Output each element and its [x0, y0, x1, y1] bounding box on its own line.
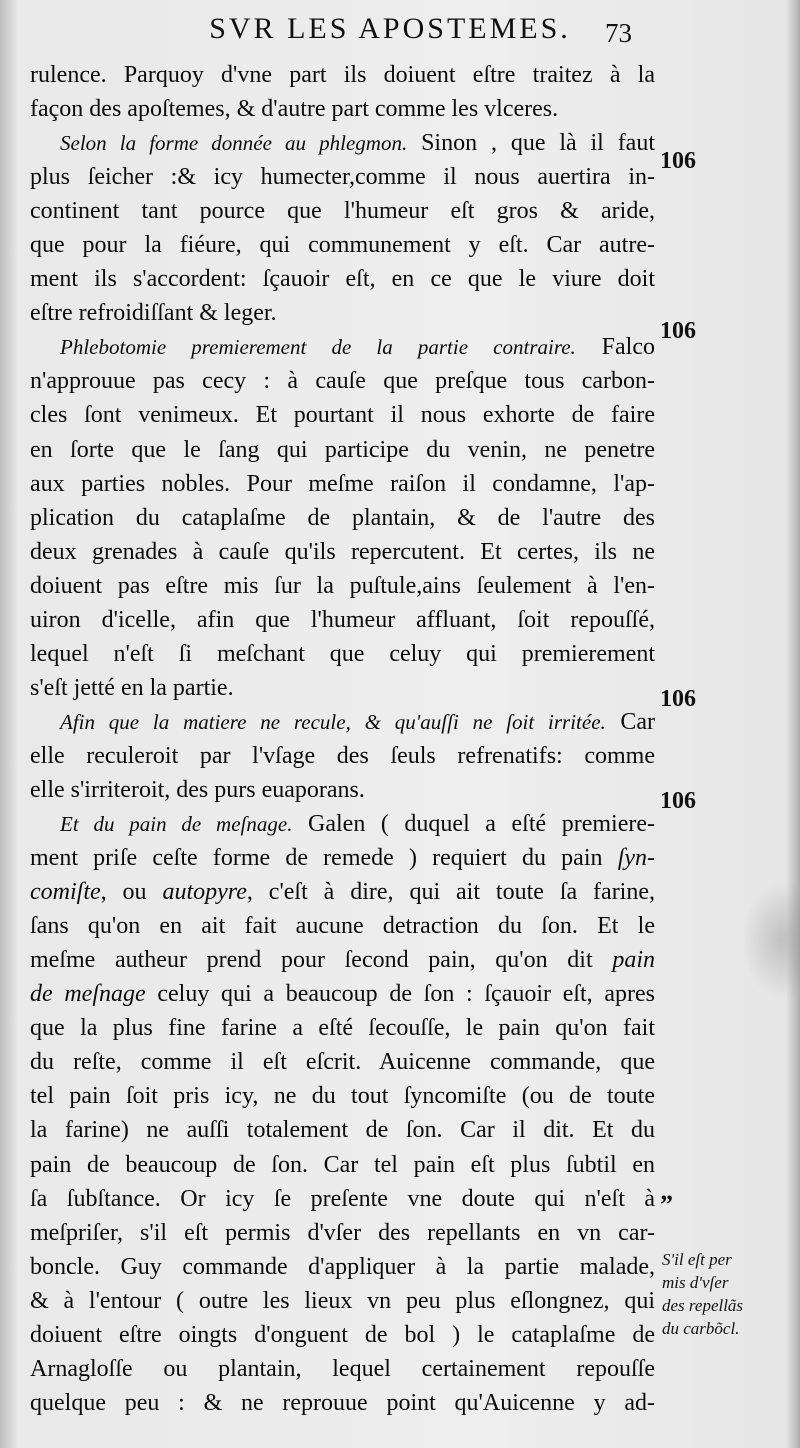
text-line: [30, 1079, 655, 1113]
text-line: [30, 262, 655, 296]
italic-span: Selon la forme donnée au phlegmon.: [60, 131, 408, 156]
roman-span: ſa ſubſtance. Or icy ſe preſente vne doute qui n'eſt à: [30, 1185, 655, 1212]
text-line: [30, 875, 655, 909]
roman-span: cles ſont venimeux. Et pourtant il nous exhorte de faire: [30, 402, 655, 429]
roman-span: ſans qu'on en ait fait aucune detraction du ſon. Et le: [30, 913, 655, 940]
roman-span: façon des apoſtemes, & d'autre part comme les vlceres.: [30, 96, 559, 123]
text-line: [30, 1216, 655, 1250]
roman-span: boncle. Guy commande d'appliquer à la partie malade,: [30, 1253, 655, 1280]
margin-note-line-1: S'il eſt per: [662, 1250, 732, 1269]
text-line: [30, 1182, 655, 1216]
roman-span: , c'eſt à dire, qui ait toute ſa farine,: [246, 879, 655, 906]
roman-span: plus ſeicher :& icy humecter,comme il nous auertira in-: [30, 164, 655, 191]
text-line: [30, 1352, 655, 1386]
roman-span: Arnagloſſe ou plantain, lequel certainement repouſſe: [30, 1355, 655, 1382]
italic-span: pain: [612, 947, 655, 974]
text-line: [30, 364, 655, 398]
roman-span: continent tant pource que l'humeur eſt gros & aride,: [30, 198, 655, 225]
text-line: [30, 1011, 655, 1045]
text-line: [30, 126, 655, 160]
roman-span: du reſte, comme il eſt eſcrit. Auicenne commande, que: [30, 1049, 655, 1076]
text-line: [30, 398, 655, 432]
roman-span: Car: [605, 708, 655, 735]
italic-span: ſyn-: [617, 845, 655, 872]
text-line: [30, 1284, 655, 1318]
roman-span: Galen ( duquel a eſté premiere-: [292, 811, 655, 838]
italic-span: Et du pain de meſnage.: [60, 812, 293, 837]
roman-span: Falco: [575, 334, 655, 361]
italic-span: autopyre: [162, 879, 247, 906]
text-line: [30, 773, 655, 807]
roman-span: , ou: [100, 879, 163, 906]
text-line: [30, 1148, 655, 1182]
roman-span: que pour la fiéure, qui communement y eſt. Car autre-: [30, 232, 655, 259]
text-line: [30, 603, 655, 637]
text-line: [30, 671, 655, 705]
roman-span: ment ils s'accordent: ſçauoir eſt, en ce que le viure doit: [30, 266, 655, 293]
text-line: [30, 501, 655, 535]
text-line: [30, 1386, 655, 1420]
roman-span: eſtre refroidiſſant & leger.: [30, 300, 277, 327]
roman-span: pain de beaucoup de ſon. Car tel pain eſt plus ſubtil en: [30, 1151, 655, 1178]
text-line: [30, 1045, 655, 1079]
roman-span: celuy qui a beaucoup de ſon : ſçauoir eſt, apres: [145, 981, 655, 1008]
italic-span: Phlebotomie premierement de la partie contraire.: [60, 335, 576, 360]
text-line: [30, 977, 655, 1011]
roman-span: elle s'irriteroit, des purs euaporans.: [30, 776, 365, 803]
text-line: [30, 330, 655, 364]
text-line: [30, 1113, 655, 1147]
roman-span: deux grenades à cauſe qu'ils repercutent. Et certes, ils ne: [30, 538, 655, 565]
roman-span: uiron d'icelle, afin que l'humeur affluant, ſoit repouſſé,: [30, 606, 655, 633]
roman-span: elle reculeroit par l'vſage des ſeuls refrenatifs: comme: [30, 742, 655, 769]
roman-span: quelque peu : & ne reprouue point qu'Auicenne y ad-: [30, 1389, 655, 1416]
margin-number-2: 106: [660, 318, 696, 344]
roman-span: doiuent pas eſtre mis ſur la puſtule,ains ſeulement à l'en-: [30, 572, 655, 599]
roman-span: meſme autheur prend pour ſecond pain, qu'on dit: [30, 947, 613, 974]
roman-span: s'eſt jetté en la partie.: [30, 674, 234, 701]
roman-span: meſpriſer, s'il eſt permis d'vſer des repellants en vn car-: [30, 1219, 655, 1246]
text-line: [30, 296, 655, 330]
italic-span: comiſte: [30, 879, 101, 906]
text-line: [30, 909, 655, 943]
margin-number-3: 106: [660, 686, 696, 712]
text-line: [30, 433, 655, 467]
running-title: SVR LES APOSTEMES.: [209, 12, 571, 45]
text-line: [30, 535, 655, 569]
page-number: 73: [605, 18, 632, 48]
roman-span: & à l'entour ( outre les lieux vn peu plus eſlongnez, qui: [30, 1287, 655, 1314]
text-line: [30, 160, 655, 194]
roman-span: que la plus fine farine a eſté ſecouſſe, le pain qu'on fait: [30, 1015, 655, 1042]
roman-span: ment priſe ceſte forme de remede ) requiert du pain: [30, 845, 618, 872]
text-line: [30, 58, 655, 92]
text-line: [30, 739, 655, 773]
text-line: [30, 943, 655, 977]
margin-note-line-4: du carbõcl.: [662, 1319, 740, 1338]
roman-span: en ſorte que le ſang qui participe du venin, ne penetre: [30, 436, 655, 463]
text-line: [30, 841, 655, 875]
text-line: [30, 637, 655, 671]
italic-span: Afin que la matiere ne recule, & qu'auſſi ne ſoit irritée.: [60, 709, 606, 734]
italic-span: de meſnage: [30, 981, 146, 1008]
text-line: [30, 92, 655, 126]
text-line: [30, 194, 655, 228]
margin-number-1: 106: [660, 148, 696, 174]
text-line: [30, 705, 655, 739]
text-line: [30, 1318, 655, 1352]
roman-span: n'approuue pas cecy : à cauſe que preſque tous carbon-: [30, 368, 655, 395]
text-line: [30, 569, 655, 603]
roman-span: tel pain ſoit pris icy, ne du tout ſyncomiſte (ou de toute: [30, 1083, 655, 1110]
margin-note: [662, 1248, 800, 1340]
roman-span: plication du cataplaſme de plantain, & de l'autre des: [30, 504, 655, 531]
roman-span: doiuent eſtre oingts d'onguent de bol ) le cataplaſme de: [30, 1321, 655, 1348]
margin-number-4: 106: [660, 788, 696, 814]
paper-stain: [742, 880, 800, 1000]
roman-span: Sinon , que là il faut: [407, 130, 655, 157]
text-line: [30, 467, 655, 501]
roman-span: la farine) ne auſſi totalement de ſon. Car il dit. Et du: [30, 1117, 655, 1144]
body-text: [30, 58, 655, 1420]
margin-note-line-3: des repellãs: [662, 1296, 744, 1315]
page-edge-shadow: [786, 0, 800, 1448]
roman-span: aux parties nobles. Pour meſme raiſon il condamne, l'ap-: [30, 470, 655, 497]
roman-span: lequel n'eſt ſi meſchant que celuy qui premierement: [30, 640, 655, 667]
margin-note-line-2: mis d'vſer: [662, 1273, 729, 1292]
roman-span: rulence. Parquoy d'vne part ils doiuent eſtre traitez à la: [30, 62, 655, 88]
margin-quote-mark: ”: [660, 1190, 673, 1219]
text-line: [30, 807, 655, 841]
text-line: [30, 228, 655, 262]
text-line: [30, 1250, 655, 1284]
